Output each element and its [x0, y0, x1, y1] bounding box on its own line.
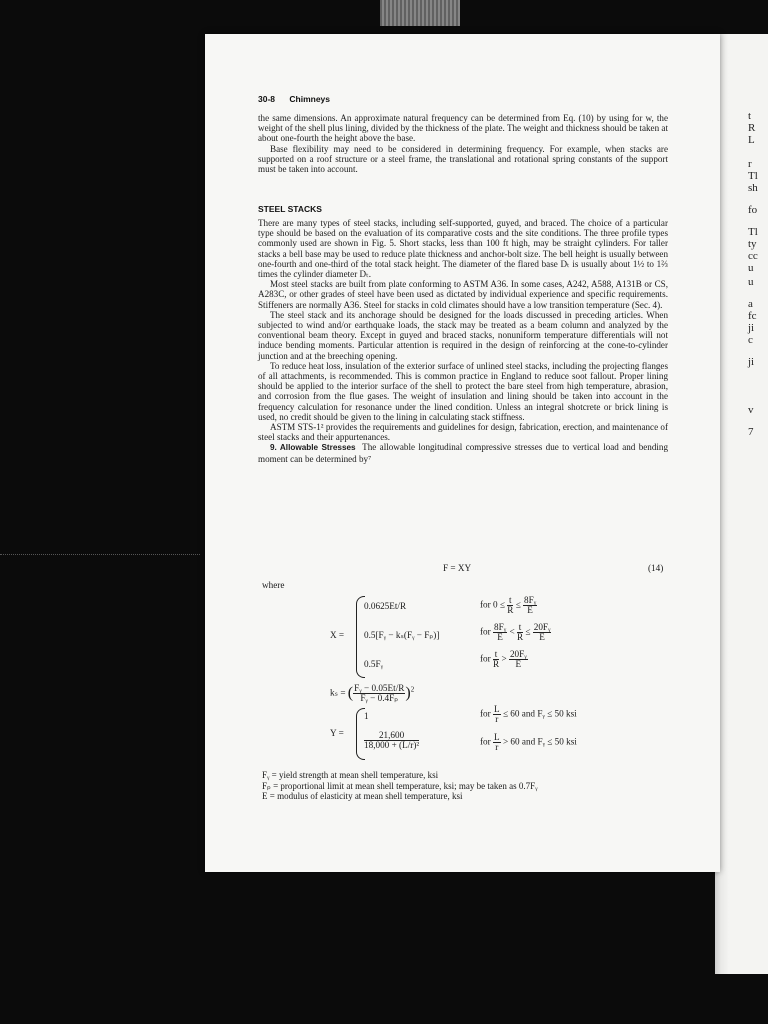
page-number: 30-8: [258, 94, 276, 104]
body-paragraph: The steel stack and its anchorage should be designed for the loads discussed in preceding articles. When subjected to wind and/or earthquake loads, the stack may be treated as a beam column and analyzed by the conventional beam theory. Except in guyed and braced stacks, nonuniform temperature differentials will not induce bending moments. Particular attention is required in the design of reinforcing at the cone-to-cylinder junction and at the breeching opening.: [258, 309, 668, 361]
facing-page-letter: ji: [748, 322, 755, 334]
facing-page-letter: L: [748, 134, 755, 146]
section-body: [258, 218, 668, 464]
intro-paragraph: Base flexibility may need to be considered in determining frequency. For example, when stacks are supported on a roof structure or a steel frame, the translational and rotational spring constants of the support must be taken into account.: [258, 143, 668, 175]
x-case-3-expr: 0.5Fᵧ: [364, 659, 384, 669]
chapter-title: Chimneys: [289, 94, 331, 104]
x-case-2-cond: for $\frac{\text{8Fᵧ}}{E}$ < $\frac{t}{R}$ ≤ $\frac{\text{20Fᵧ}}{E}$: [480, 622, 551, 642]
facing-page-letter: Tl: [748, 170, 758, 182]
body-paragraph: There are many types of steel stacks, including self-supported, guyed, and braced. The choice of a particular type should be based on the evaluation of its comparative costs and the site conditions. The three profile types commonly used are shown in Fig. 5. Short stacks, less than 100 ft high, may be straight cylinders. For taller stacks a bell base may be used to reduce plate thickness and anchor-bolt size. The bell height is usually between one-fourth and one-third of the total stack height. The diameter of the flared base Dₜ is usually about 1½ to 1⅔ times the cylinder diameter Dₜ.: [258, 218, 668, 280]
facing-page-letter: R: [748, 122, 756, 134]
x-case-1-expr: 0.0625Et/R: [364, 601, 407, 611]
y-case-2-expr: $\frac{21,600}{\text{18,000 + (L/r)²}}$: [364, 730, 420, 750]
facing-page-letter: sh: [748, 182, 758, 194]
facing-page-letter: v: [748, 404, 754, 416]
scan-artifact-line: [0, 554, 200, 557]
definition-e: E = modulus of elasticity at mean shell temperature, ksi: [262, 791, 463, 801]
scan-smudge: [380, 0, 460, 26]
facing-page-letter: c: [748, 334, 753, 346]
definition-fp: Fₚ = proportional limit at mean shell temperature, ksi; may be taken as 0.7Fᵧ: [262, 780, 538, 791]
facing-page-edge: [715, 34, 768, 974]
subsection-heading: 9. Allowable Stresses: [270, 443, 356, 453]
running-header: [258, 94, 330, 104]
ks-equation: kₛ = ( $\frac{\text{Fᵧ − 0.05Et/R}}{\text{Fᵧ − 0.4Fₚ}}$ )$^2$: [330, 683, 415, 703]
body-paragraph: Most steel stacks are built from plate conforming to ASTM A36. In some cases, A242, A588, A131B or CS, A283C, or other grades of steel have been used as dictated by individual experience and specific requirements. Stiffeners are normally A36. Steel for stacks in cold climates should have a low transition temperature (Sec. 4).: [258, 279, 668, 310]
y-case-1-expr: 1: [364, 711, 369, 721]
facing-page-letter: r: [748, 158, 752, 170]
facing-page-letter: t: [748, 110, 752, 122]
equation-number: (14): [648, 563, 664, 573]
facing-page-letter: Tl: [748, 226, 758, 238]
facing-page-letter: fo: [748, 204, 758, 216]
x-case-2-expr: 0.5[Fᵧ − kₛ(Fᵧ − Fₚ)]: [364, 630, 440, 640]
facing-page-letter: cc: [748, 250, 758, 262]
x-case-1-cond: for 0 ≤ $\frac{t}{R}$ ≤ $\frac{\text{8Fᵧ}}{E}$: [480, 595, 537, 615]
x-label: X =: [330, 630, 345, 640]
x-case-3-cond: for $\frac{t}{R}$ > $\frac{\text{20Fᵧ}}{E}$: [480, 649, 527, 669]
subsection-paragraph: [258, 442, 668, 463]
facing-page-letter: ty: [748, 238, 757, 250]
intro-paragraph: the same dimensions. An approximate natural frequency can be determined from Eq. (10) by using for w, the weight of the shell plus lining, divided by the thickness of the plate. The weight and thickness should be taken at about one-fourth the height above the base.: [258, 113, 668, 144]
facing-page-letter: a: [748, 298, 753, 310]
equation-14: F = XY: [443, 563, 472, 573]
where-label: where: [262, 580, 285, 590]
symbol-definitions: [262, 770, 538, 802]
body-paragraph: ASTM STS-1² provides the requirements and guidelines for design, fabrication, erection, and maintenance of steel stacks and their appurtenances.: [258, 422, 668, 443]
y-label: Y =: [330, 728, 344, 738]
section-title: STEEL STACKS: [258, 204, 322, 214]
facing-page-letter: 7: [748, 426, 754, 438]
y-case-2-cond: for $\frac{L}{r}$ > 60 and Fᵧ ≤ 50 ksi: [480, 732, 577, 752]
facing-page-letter: u: [748, 276, 754, 288]
facing-page-letter: u: [748, 262, 754, 274]
facing-page-letter: ji: [748, 356, 755, 368]
intro-text: [258, 113, 668, 174]
y-case-1-cond: for $\frac{L}{r}$ ≤ 60 and Fᵧ ≤ 50 ksi: [480, 704, 577, 724]
facing-page-letter: fc: [748, 310, 757, 322]
definition-fy: Fᵧ = yield strength at mean shell temperature, ksi: [262, 770, 439, 780]
subsection-text: The allowable longitudinal compressive stresses due to vertical load and bending moment can be determined by⁷: [258, 442, 668, 464]
body-paragraph: To reduce heat loss, insulation of the exterior surface of unlined steel stacks, including the projecting flanges of all attachments, is recommended. This is common practice in England to reduce soot fallout. Proper lining should be applied to the interior surface of the shell to protect the bare steel from high temperature, abrasion, and corrosion from the flue gases. The weight of insulation and lining should be taken into account in the frequency calculation for resonance under the lined condition. Unless an integral shotcrete or brick lining is used, no credit should be given to the lining in calculating stack stiffness.: [258, 360, 668, 422]
